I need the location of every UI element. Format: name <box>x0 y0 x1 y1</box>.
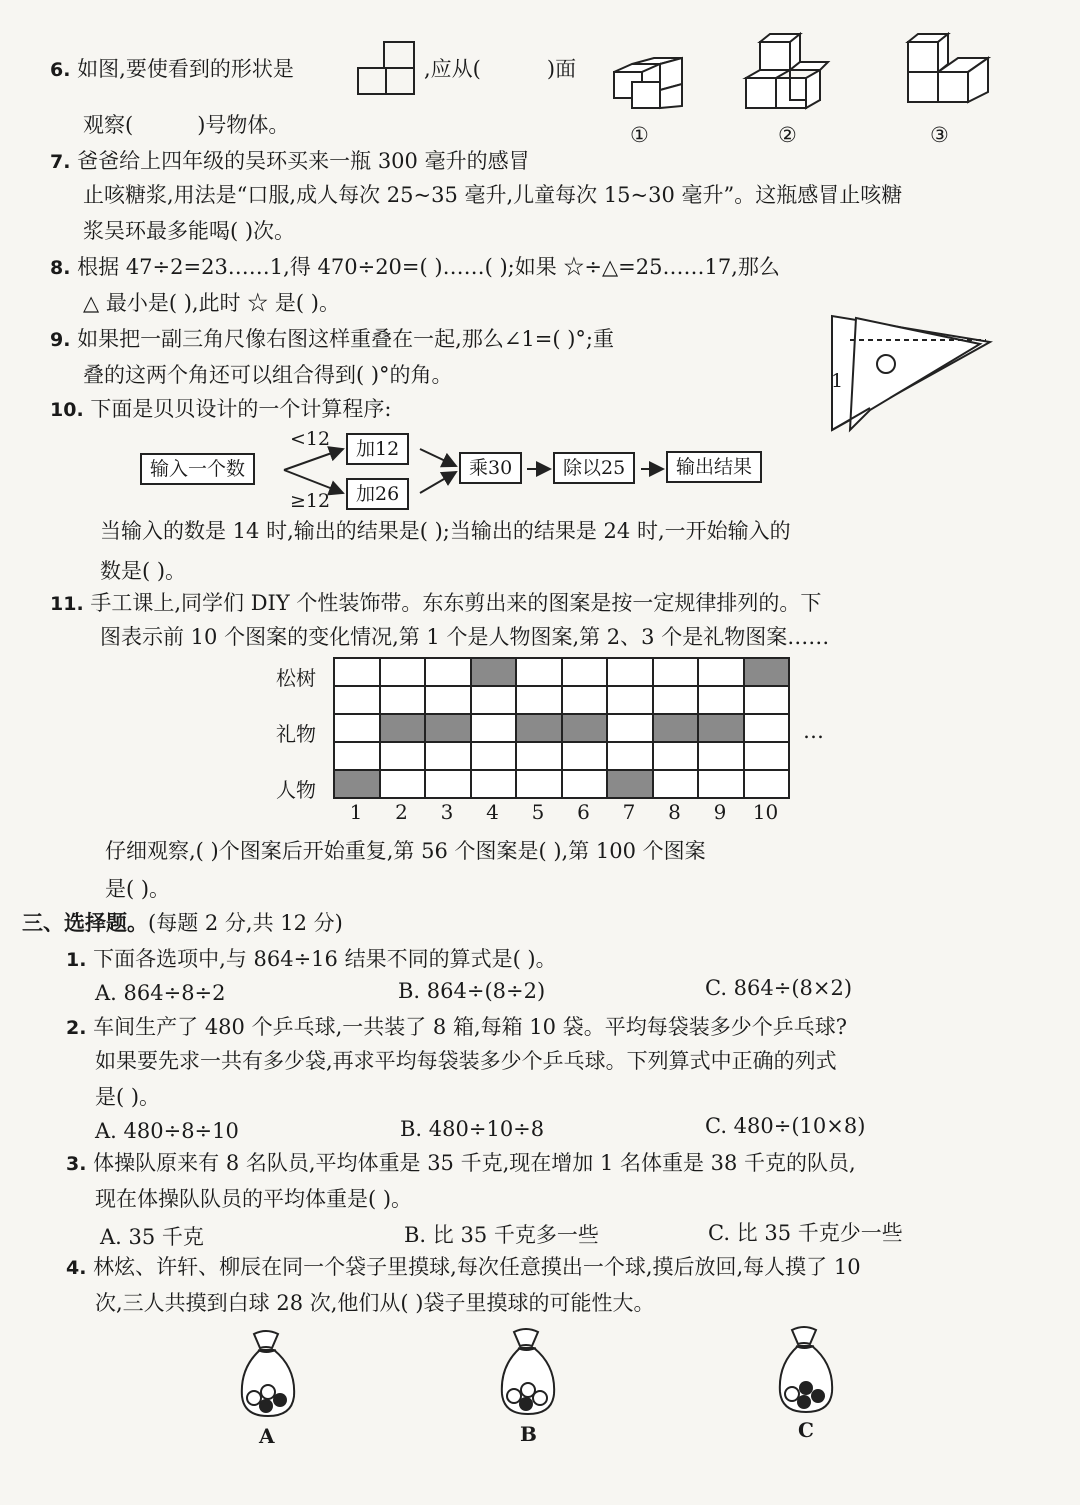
grid-cell <box>562 770 608 798</box>
grid-cell <box>471 770 517 798</box>
column-label: 3 <box>440 800 454 824</box>
c1-number: 1. <box>66 949 87 971</box>
grid-row <box>334 714 789 742</box>
c1-option-a: A. 864÷8÷2 <box>95 981 226 1005</box>
c1-text: 下面各选项中,与 864÷16 结果不同的算式是( )。 <box>93 947 557 971</box>
c2-number: 2. <box>66 1017 87 1039</box>
grid-cell <box>698 742 744 770</box>
grid-cell <box>744 686 790 714</box>
q6-line2-text-b: )号物体。 <box>197 113 290 137</box>
column-label: 4 <box>486 800 499 824</box>
column-label: 9 <box>713 800 727 824</box>
row-label-gift: 礼物 <box>276 722 316 746</box>
column-label: 6 <box>577 800 590 824</box>
grid-cell-filled <box>380 714 426 742</box>
grid-cell <box>698 686 744 714</box>
column-label: 5 <box>531 800 545 824</box>
grid-cell <box>471 742 517 770</box>
c4-line2: 次,三人共摸到白球 28 次,他们从( )袋子里摸球的可能性大。 <box>95 1291 655 1315</box>
bag-a-icon <box>236 1328 300 1420</box>
grid-row <box>334 770 789 798</box>
grid-cell <box>653 742 699 770</box>
c1-option-c: C. 864÷(8×2) <box>705 976 853 1000</box>
column-label: 1 <box>349 800 363 824</box>
grid-cell <box>653 770 699 798</box>
grid-cell <box>653 658 699 686</box>
grid-cell <box>516 770 562 798</box>
grid-cell <box>562 686 608 714</box>
bag-b-label: B <box>520 1422 537 1446</box>
c2-line3: 是( )。 <box>95 1085 161 1109</box>
grid-cell <box>744 770 790 798</box>
grid-cell <box>698 770 744 798</box>
grid-cell <box>607 658 653 686</box>
q7-line3: 浆吴环最多能喝( )次。 <box>83 219 296 243</box>
q11-line1 <box>50 588 821 619</box>
q8-number: 8. <box>50 257 71 279</box>
column-label: 2 <box>395 800 408 824</box>
c3-option-b: B. 比 35 千克多一些 <box>404 1223 599 1247</box>
column-label: 8 <box>668 800 681 824</box>
column-label: 7 <box>622 800 636 824</box>
c3-option-a: A. 35 千克 <box>100 1225 204 1249</box>
grid-cell-filled <box>562 714 608 742</box>
grid-cell <box>425 658 471 686</box>
c2-option-a: A. 480÷8÷10 <box>95 1119 239 1143</box>
grid-cell-filled <box>744 658 790 686</box>
grid-row <box>334 658 789 686</box>
c3-line1-text: 体操队原来有 8 名队员,平均体重是 35 千克,现在增加 1 名体重是 38 千克的队员, <box>93 1151 856 1175</box>
flow-add12-box: 加12 <box>346 433 409 465</box>
q8-line2: △ 最小是( ),此时 ☆ 是( )。 <box>83 291 340 315</box>
flow-cond-ge: ≥12 <box>290 490 331 512</box>
q7-line1-text: 爸爸给上四年级的吴环买来一瓶 300 毫升的感冒 <box>77 149 530 173</box>
cube-label-3: ③ <box>930 123 949 147</box>
c2-option-b: B. 480÷10÷8 <box>400 1117 545 1141</box>
grid-cell <box>380 658 426 686</box>
grid-cell <box>516 686 562 714</box>
grid-cell <box>698 658 744 686</box>
grid-cell <box>471 686 517 714</box>
flow-cond-lt: <12 <box>290 428 331 450</box>
q11-number: 11. <box>50 593 84 615</box>
q9-line1-text: 如果把一副三角尺像右图这样重叠在一起,那么∠1=( )°;重 <box>77 327 615 351</box>
grid-cell <box>334 714 380 742</box>
grid-cell <box>516 742 562 770</box>
bag-a-label: A <box>259 1424 275 1448</box>
q7-number: 7. <box>50 151 71 173</box>
grid-cell <box>607 714 653 742</box>
q6-text-c: )面 <box>546 57 577 81</box>
flow-mul-box: 乘30 <box>459 452 522 484</box>
c3-line2: 现在体操队队员的平均体重是( )。 <box>95 1187 413 1211</box>
grid-cell <box>516 658 562 686</box>
flow-add26-box: 加26 <box>346 478 409 510</box>
q6-line2-text: 观察( <box>83 113 134 137</box>
c1-line1 <box>66 944 557 975</box>
grid-cell-filled <box>516 714 562 742</box>
bag-b-icon <box>496 1326 560 1418</box>
section3-heading <box>22 908 343 938</box>
q10-line3: 数是( )。 <box>100 559 187 583</box>
grid-cell <box>562 658 608 686</box>
grid-cell-filled <box>653 714 699 742</box>
grid-row <box>334 742 789 770</box>
q10-line2: 当输入的数是 14 时,输出的结果是( );当输出的结果是 24 时,一开始输入的 <box>100 519 791 543</box>
row-label-pine: 松树 <box>276 666 316 690</box>
grid-cell-filled <box>471 658 517 686</box>
cube-label-2: ② <box>778 123 797 147</box>
flow-input-box: 输入一个数 <box>140 453 255 485</box>
grid-ellipsis: … <box>803 719 824 743</box>
grid-cell-filled <box>698 714 744 742</box>
section3-note: (每题 2 分,共 12 分) <box>148 911 343 935</box>
q11-line3: 仔细观察,( )个图案后开始重复,第 56 个图案是( ),第 100 个图案 <box>105 839 706 863</box>
column-label: 10 <box>752 800 779 824</box>
c2-option-c: C. 480÷(10×8) <box>705 1114 866 1138</box>
q6-text-b: ,应从( <box>424 57 481 81</box>
c2-line2: 如果要先求一共有多少袋,再求平均每袋装多少个乒乓球。下列算式中正确的列式 <box>95 1049 837 1073</box>
cube-label-1: ① <box>630 123 649 147</box>
grid-cell <box>471 714 517 742</box>
c2-line1-text: 车间生产了 480 个乒乓球,一共装了 8 箱,每箱 10 袋。平均每袋装多少个乒乓球? <box>93 1015 847 1039</box>
c1-option-b: B. 864÷(8÷2) <box>398 979 546 1003</box>
flow-div-box: 除以25 <box>553 452 635 484</box>
grid-cell <box>607 742 653 770</box>
grid-cell <box>380 770 426 798</box>
grid-cell <box>744 742 790 770</box>
q8-line1-text: 根据 47÷2=23……1,得 470÷20=( )……( );如果 ☆÷△=25……17,那么 <box>77 255 780 279</box>
grid-cell <box>380 742 426 770</box>
grid-cell-filled <box>607 770 653 798</box>
grid-cell <box>334 742 380 770</box>
grid-cell <box>607 686 653 714</box>
c3-option-c: C. 比 35 千克少一些 <box>708 1221 903 1245</box>
q9-number: 9. <box>50 329 71 351</box>
grid-cell <box>380 686 426 714</box>
c3-line1 <box>66 1148 856 1179</box>
q7-line2: 止咳糖浆,用法是“口服,成人每次 25~35 毫升,儿童每次 15~30 毫升”。这瓶感冒止咳糖 <box>83 183 903 207</box>
q9-line2: 叠的这两个角还可以组合得到( )°的角。 <box>83 363 453 387</box>
q10-number: 10. <box>50 399 84 421</box>
grid-cell-filled <box>334 770 380 798</box>
row-label-person: 人物 <box>276 778 316 802</box>
q6-text-a: 如图,要使看到的形状是 <box>77 57 294 81</box>
grid-cell <box>334 686 380 714</box>
q11-line4: 是( )。 <box>105 877 171 901</box>
flow-output-box: 输出结果 <box>666 451 762 483</box>
grid-cell <box>562 742 608 770</box>
grid-cell-filled <box>425 714 471 742</box>
bag-c-icon <box>774 1324 838 1416</box>
grid-cell <box>425 742 471 770</box>
c4-number: 4. <box>66 1257 87 1279</box>
flow-arrows <box>0 0 1080 520</box>
grid-cell <box>744 714 790 742</box>
grid-row <box>334 686 789 714</box>
grid-cell <box>334 658 380 686</box>
angle-1-label: 1 <box>831 370 844 392</box>
c3-number: 3. <box>66 1153 87 1175</box>
grid-cell <box>425 686 471 714</box>
q6-number: 6. <box>50 59 71 81</box>
grid-cell <box>653 686 699 714</box>
grid-cell <box>425 770 471 798</box>
bag-c-label: C <box>798 1418 814 1442</box>
q11-line1-text: 手工课上,同学们 DIY 个性装饰带。东东剪出来的图案是按一定规律排列的。下 <box>90 591 822 615</box>
c4-line1 <box>66 1252 861 1283</box>
q11-line2: 图表示前 10 个图案的变化情况,第 1 个是人物图案,第 2、3 个是礼物图案…… <box>100 625 830 649</box>
c4-line1-text: 林炫、许轩、柳辰在同一个袋子里摸球,每次任意摸出一个球,摸后放回,每人摸了 10 <box>93 1255 861 1279</box>
section3-title: 三、选择题。 <box>22 910 148 935</box>
c2-line1 <box>66 1012 847 1043</box>
q10-line1-text: 下面是贝贝设计的一个计算程序: <box>90 397 392 421</box>
pattern-grid <box>333 657 790 799</box>
